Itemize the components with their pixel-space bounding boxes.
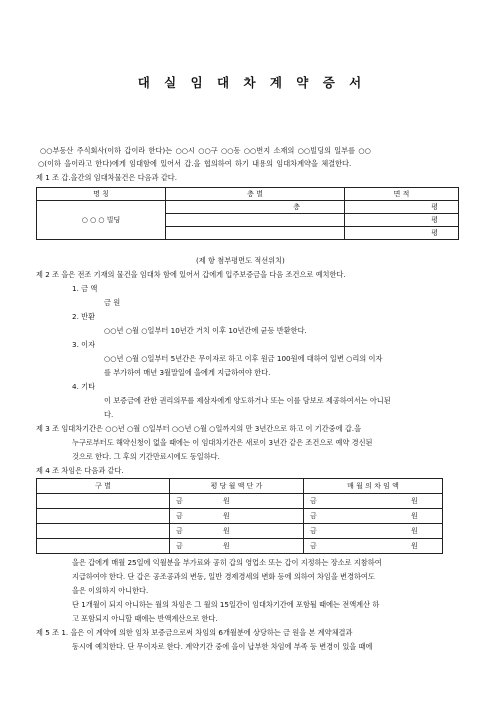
monthly-rent-cell	[304, 509, 443, 524]
unit-price-cell	[170, 509, 304, 524]
item-2-label: 2. 반환	[72, 312, 96, 321]
monthly-rent-cell	[304, 524, 443, 539]
rent-paragraph-line-1: 을은 갑에게 매월 25일에 익월분을 부가료와 공히 갑의 영업소 또는 갑이 지정하는 장소로 지참하여	[72, 558, 382, 567]
money-suffix: 원	[223, 497, 230, 505]
area-cell: 평	[345, 214, 459, 227]
header-unit-price: 평 당 월 액 단 가	[170, 479, 304, 494]
money-suffix: 원	[223, 512, 230, 520]
rent-table-row	[37, 524, 443, 539]
rent-table-row	[37, 509, 443, 524]
rent-paragraph-line-2: 지급하여야 한다. 단 갑은 공조공과의 변동, 일반 경제경세의 변화 등에 의하여 차임을 변경하여도	[72, 572, 375, 581]
money-prefix: 금	[310, 527, 317, 535]
money-suffix: 원	[411, 542, 418, 550]
rent-table-header-row	[37, 479, 443, 494]
unit-price-cell	[170, 539, 304, 554]
monthly-rent-cell	[304, 494, 443, 509]
item-4-cont: 다.	[104, 410, 114, 419]
article-5-line-2: 동시에 예치한다. 단 무이자로 한다. 계약기간 중에 을이 납부한 차임에 부족 등 변경이 있을 때에	[72, 642, 373, 651]
item-3-line-1: ○○년 ○월 ○일부터 5년간은 무이자로 하고 이후 원금 100원에 대하여 일변 ○리의 이자	[104, 354, 383, 363]
item-4-label: 4. 기타	[72, 382, 96, 391]
money-prefix: 금	[176, 542, 183, 550]
category-cell	[37, 509, 170, 524]
item-3-line-2: 를 부가하여 매년 3월말일에 을에게 지급하여야 한다.	[104, 368, 271, 377]
article-3-line-1: 제 3 조 임대차기간은 ○○년 ○월 ○일부터 ○○년 ○월 ○일까지의 만 3년간으로 하고 이 기간중에 갑․을	[36, 424, 362, 433]
unit-price-cell	[170, 494, 304, 509]
money-prefix: 금	[176, 497, 183, 505]
table-note: (제 항 첨부평면도 적선위치)	[196, 256, 285, 265]
rent-paragraph-line-4: 단 1개월이 되지 아니하는 월의 차임은 그 월의 15일간이 임대차기간에 포함될 때에는 전액계산 하	[72, 600, 380, 609]
floor-cell	[166, 227, 345, 240]
building-name: ○ ○ ○ 빌딩	[37, 201, 166, 240]
area-cell: 평	[345, 227, 459, 240]
money-prefix: 금	[310, 512, 317, 520]
rent-paragraph-line-3: 을은 이의하지 아니한다.	[72, 586, 149, 595]
floor-cell: 층	[166, 201, 345, 214]
money-prefix: 금	[310, 497, 317, 505]
category-cell	[37, 524, 170, 539]
rent-paragraph-line-5: 고 포함되지 아니할 때에는 반액계산으로 한다.	[72, 614, 218, 623]
article-3-line-2: 누구로부터도 해약신청이 없을 때에는 이 임대차기간은 새로이 3년간 같은 조건으로 예약 경신된	[72, 438, 373, 447]
money-prefix: 금	[176, 512, 183, 520]
money-suffix: 원	[223, 542, 230, 550]
money-prefix: 금	[310, 542, 317, 550]
area-cell: 평	[345, 201, 459, 214]
property-table	[36, 187, 459, 240]
article-1: 제 1 조 갑․을간의 임대차물건은 다음과 같다.	[36, 173, 178, 182]
property-table-header-row	[37, 188, 459, 201]
unit-price-cell	[170, 524, 304, 539]
rent-table	[36, 478, 443, 554]
header-area: 면 적	[345, 188, 459, 201]
floor-cell	[166, 214, 345, 227]
intro-line-2: ○(이하 을이라고 한다)에게 임대함에 있어서 갑․을 협의하여 하기 내용의 임대차계약을 체결한다.	[38, 159, 352, 168]
money-suffix: 원	[411, 527, 418, 535]
monthly-rent-cell	[304, 539, 443, 554]
article-4: 제 4 조 차임은 다음과 같다.	[36, 466, 124, 475]
item-2-content: ○○년 ○월 ○일부터 10년간 거치 이후 10년간에 균등 반환한다.	[104, 326, 307, 335]
header-monthly-rent: 매 월 의 차 임 액	[304, 479, 443, 494]
article-3-line-3: 것으로 한다. 그 후의 기간만료시에도 동일하다.	[72, 452, 220, 461]
item-4-content: 이 보증금에 관한 권리의무를 제삼자에게 양도하거나 또는 이를 담보로 제공하여서는 아니된	[104, 396, 391, 405]
item-1-content: 금 원	[104, 298, 121, 307]
category-cell	[37, 539, 170, 554]
header-category: 구 별	[37, 479, 170, 494]
money-suffix: 원	[223, 527, 230, 535]
category-cell	[37, 494, 170, 509]
money-suffix: 원	[411, 497, 418, 505]
property-table-row	[37, 201, 459, 214]
header-name: 명 칭	[37, 188, 166, 201]
header-floor: 층 별	[166, 188, 345, 201]
rent-table-row	[37, 494, 443, 509]
document-title: 대 실 임 대 차 계 약 증 서	[137, 75, 367, 90]
article-5-line-1: 제 5 조 1. 을은 이 계약에 의한 임차 보증금으로써 차임의 6개월분에 상당하는 금 원을 본 계약체결과	[36, 628, 353, 637]
intro-line-1: ○○부동산 주식회사(이하 갑이라 한다)는 ○○시 ○○구 ○○동 ○○번지 소재의 ○○빌딩의 일부를 ○○	[40, 146, 371, 155]
money-suffix: 원	[411, 512, 418, 520]
item-3-label: 3. 이자	[72, 340, 96, 349]
article-2: 제 2 조 을은 전조 기재의 물건을 임대차 함에 있어서 갑에게 입주보증금을 다음 조건으로 예치한다.	[36, 270, 346, 279]
rent-table-row	[37, 539, 443, 554]
money-prefix: 금	[176, 527, 183, 535]
item-1-label: 1. 금 액	[72, 284, 98, 293]
